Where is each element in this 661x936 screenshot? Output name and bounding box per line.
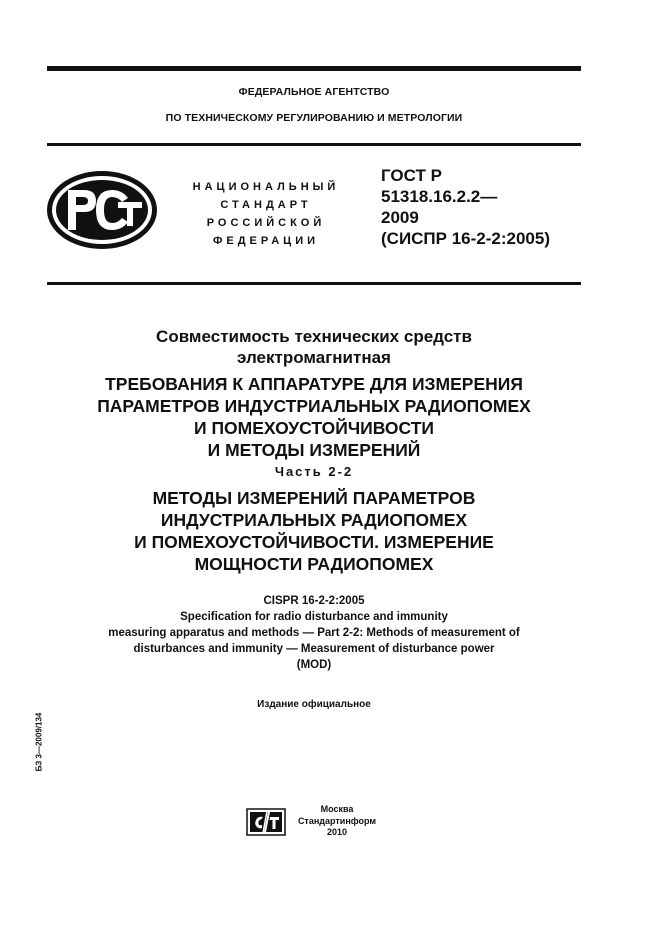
part-title-line: И ПОМЕХОУСТОЙЧИВОСТИ. ИЗМЕРЕНИЕ (134, 532, 494, 552)
part-title (47, 487, 581, 575)
subtitle-line: ПАРАМЕТРОВ ИНДУСТРИАЛЬНЫХ РАДИОПОМЕХ (97, 396, 531, 416)
english-title-line: (MOD) (296, 659, 332, 671)
designation-line: 51318.16.2.2— (381, 187, 498, 206)
subtitle-line: ТРЕБОВАНИЯ К АППАРАТУРЕ ДЛЯ ИЗМЕРЕНИЯ (105, 374, 523, 394)
part-title-line: МОЩНОСТИ РАДИОПОМЕХ (194, 554, 434, 574)
national-standard-line: НАЦИОНАЛЬНЫЙ (192, 181, 340, 193)
publisher-name: Стандартинформ (297, 815, 377, 826)
document-subtitle (47, 373, 581, 461)
national-standard-line: ФЕДЕРАЦИИ (212, 235, 320, 247)
national-standard-line: СТАНДАРТ (220, 199, 312, 211)
designation-line: (СИСПР 16-2-2:2005) (381, 229, 550, 248)
subtitle-line: И МЕТОДЫ ИЗМЕРЕНИЙ (207, 440, 421, 460)
english-title-line: measuring apparatus and methods — Part 2-2: Methods of measurement of (108, 627, 520, 639)
document-title (47, 326, 581, 368)
designation-line: 2009 (381, 208, 419, 227)
part-title-line: ИНДУСТРИАЛЬНЫХ РАДИОПОМЕХ (160, 510, 468, 530)
title-rule (47, 282, 581, 285)
subtitle-line: И ПОМЕХОУСТОЙЧИВОСТИ (194, 418, 434, 438)
part-title-line: МЕТОДЫ ИЗМЕРЕНИЙ ПАРАМЕТРОВ (152, 488, 476, 508)
part-number: Часть 2-2 (274, 464, 354, 479)
top-rule (47, 66, 581, 71)
standard-designation (381, 165, 550, 249)
english-title-line: disturbances and immunity — Measurement of disturbance power (133, 643, 495, 655)
agency-name-line-2: ПО ТЕХНИЧЕСКОМУ РЕГУЛИРОВАНИЮ И МЕТРОЛОГИИ (165, 112, 463, 124)
header-rule (47, 143, 581, 146)
english-title-line: Specification for radio disturbance and immunity (180, 611, 448, 623)
title-line: электромагнитная (237, 348, 391, 367)
standartinform-logo-icon (246, 808, 286, 836)
national-standard-label (160, 178, 372, 250)
agency-name-line-1: ФЕДЕРАЛЬНОЕ АГЕНТСТВО (238, 86, 390, 98)
national-standard-line: РОССИЙСКОЙ (206, 217, 326, 229)
publisher-year: 2010 (326, 827, 348, 837)
publisher-city: Москва (320, 804, 354, 814)
side-code: БЗ 3—2009/134 (34, 712, 44, 772)
title-line: Совместимость технических средств (156, 327, 472, 346)
english-title (47, 593, 581, 673)
designation-line: ГОСТ Р (381, 166, 442, 185)
publisher-info (296, 804, 378, 839)
edition-label: Издание официальное (257, 699, 371, 710)
english-title-line: CISPR 16-2-2:2005 (263, 595, 365, 607)
rst-logo-icon (44, 168, 160, 252)
